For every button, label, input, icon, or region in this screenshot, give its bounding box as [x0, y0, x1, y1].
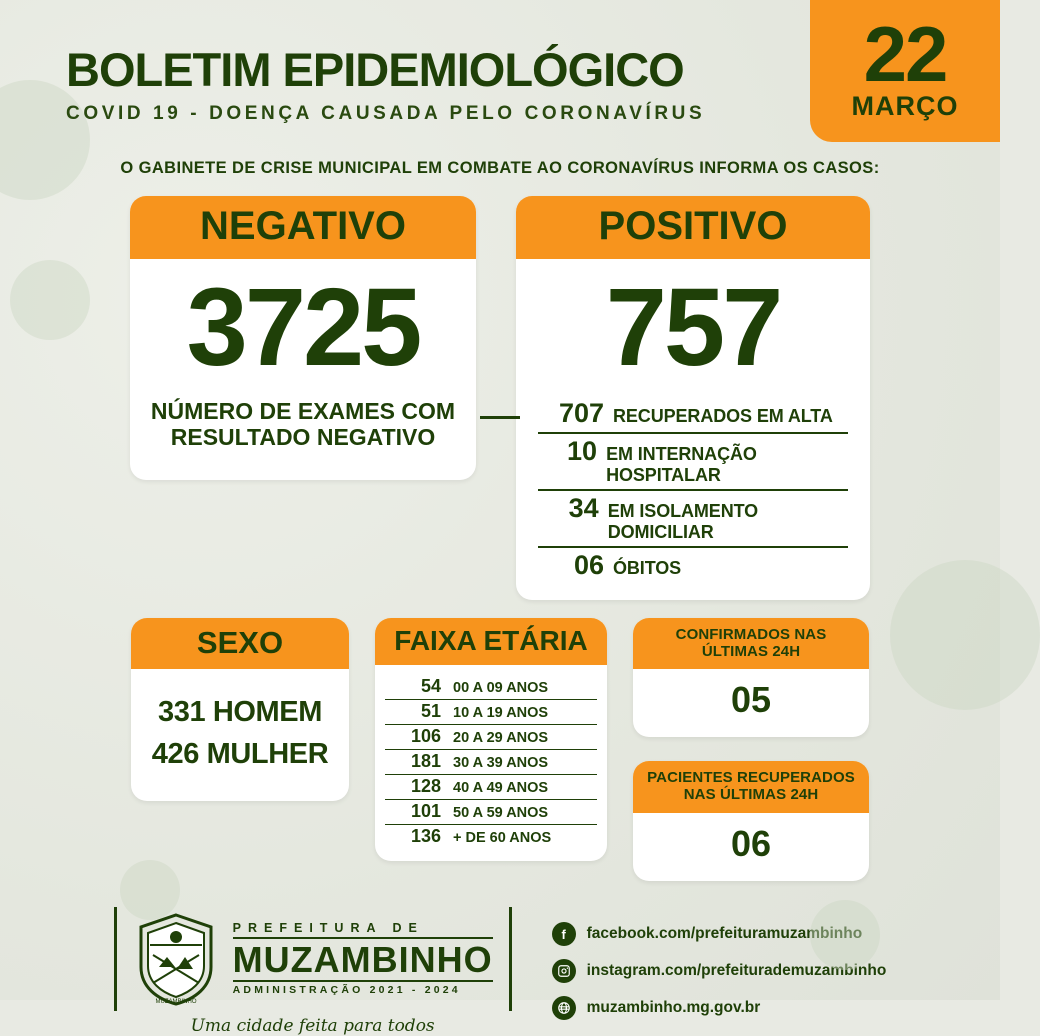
- lead-text: O GABINETE DE CRISE MUNICIPAL EM COMBATE AO CORONAVÍRUS INFORMA OS CASOS:: [120, 159, 880, 177]
- faixa-number: 54: [420, 675, 441, 696]
- faixa-number: 51: [420, 700, 441, 721]
- confirmados-24h-header-line1: CONFIRMADOS NAS: [675, 625, 827, 643]
- prefeitura-logo: [114, 907, 512, 1011]
- faixa-etaria-header: FAIXA ETÁRIA: [375, 618, 607, 665]
- faixa-row: [385, 825, 597, 849]
- contact-website[interactable]: [552, 996, 887, 1020]
- right-mini-cards: [633, 618, 869, 881]
- breakdown-label: ÓBITOS: [613, 557, 682, 578]
- date-day: 22: [863, 10, 947, 99]
- faixa-number: 136: [410, 825, 441, 846]
- negative-caption-line1: NÚMERO DE EXAMES COM: [150, 397, 456, 424]
- faixa-label: 50 A 59 ANOS: [453, 804, 549, 821]
- negative-caption-line2: RESULTADO NEGATIVO: [170, 423, 436, 450]
- logo-prefeitura: PREFEITURA DE: [233, 921, 493, 939]
- breakdown-row: [538, 434, 848, 491]
- breakdown-row: [538, 548, 848, 584]
- breakdown-number: 707: [558, 397, 604, 428]
- date-month: MARÇO: [851, 90, 959, 121]
- recuperados-24h-header-line1: PACIENTES RECUPERADOS: [647, 769, 855, 786]
- main-cards: [0, 196, 1000, 600]
- recuperados-24h-header-line2: NAS ÚLTIMAS 24H: [683, 786, 819, 804]
- faixa-label: + DE 60 ANOS: [453, 829, 552, 846]
- connector-line: [480, 416, 520, 419]
- faixa-row: [385, 750, 597, 775]
- faixa-label: 20 A 29 ANOS: [453, 729, 549, 746]
- header: [0, 0, 1000, 178]
- instagram-icon: [552, 959, 576, 983]
- faixa-label: 10 A 19 ANOS: [453, 704, 549, 721]
- sexo-card: [131, 618, 349, 801]
- faixa-label: 30 A 39 ANOS: [453, 754, 549, 771]
- sexo-line-homem: 331 HOMEM: [158, 695, 322, 728]
- positive-card: [516, 196, 870, 600]
- confirmados-24h-header: [633, 618, 869, 670]
- negative-caption: [130, 392, 476, 481]
- faixa-number: 181: [410, 750, 441, 771]
- breakdown-number: 06: [573, 549, 604, 580]
- breakdown-label: EM ISOLAMENTO DOMICILIAR: [607, 500, 759, 542]
- breakdown-label: RECUPERADOS EM ALTA: [613, 405, 833, 426]
- faixa-etaria-card: [375, 618, 607, 861]
- facebook-icon: f: [552, 922, 576, 946]
- faixa-number: 101: [410, 800, 441, 821]
- confirmados-24h-header-line2: ÚLTIMAS 24H: [701, 642, 801, 660]
- globe-icon: [552, 996, 576, 1020]
- decorative-virus-blob: [810, 900, 880, 970]
- faixa-label: 40 A 49 ANOS: [453, 779, 549, 796]
- sexo-line-mulher: 426 MULHER: [151, 737, 329, 770]
- positive-value: 757: [605, 266, 781, 389]
- logo-city: MUZAMBINHO: [232, 939, 493, 981]
- breakdown-number: 10: [567, 435, 598, 466]
- contact-instagram-text: instagram.com/prefeiturademuzambinho: [586, 962, 887, 979]
- breakdown-row: [538, 396, 848, 434]
- coat-of-arms-icon: [133, 911, 219, 1007]
- breakdown-row: [538, 491, 848, 548]
- svg-text:MUZAMBINHO: MUZAMBINHO: [155, 998, 197, 1005]
- logo-group: [114, 907, 512, 1036]
- faixa-row: [385, 775, 597, 800]
- faixa-etaria-body: [375, 665, 607, 861]
- page-title: BOLETIM EPIDEMIOLÓGICO: [66, 43, 684, 96]
- faixa-row: [385, 800, 597, 825]
- confirmados-24h-card: [633, 618, 869, 738]
- confirmados-24h-value: 05: [730, 679, 772, 720]
- recuperados-24h-header: [633, 761, 869, 813]
- lower-section: [0, 618, 1000, 881]
- faixa-row: [385, 700, 597, 725]
- faixa-row: [385, 675, 597, 700]
- faixa-row: [385, 725, 597, 750]
- logo-slogan: Uma cidade feita para todos: [190, 1015, 435, 1036]
- contact-facebook-text: facebook.com/prefeituramuzambinho: [586, 925, 863, 942]
- positive-breakdown-list: [516, 392, 870, 600]
- page-subtitle: COVID 19 - DOENÇA CAUSADA PELO CORONAVÍRUS: [66, 103, 706, 124]
- negative-card-header: NEGATIVO: [130, 196, 476, 259]
- positive-card-header: POSITIVO: [516, 196, 870, 259]
- faixa-label: 00 A 09 ANOS: [453, 679, 549, 696]
- breakdown-number: 34: [568, 492, 599, 523]
- negative-value: 3725: [186, 266, 420, 389]
- contact-website-text: muzambinho.mg.gov.br: [586, 999, 761, 1016]
- sexo-card-header: SEXO: [131, 618, 349, 669]
- negative-card: [130, 196, 476, 480]
- recuperados-24h-card: [633, 761, 869, 881]
- breakdown-label: EM INTERNAÇÃO HOSPITALAR: [606, 443, 757, 485]
- date-badge: [810, 0, 1000, 142]
- recuperados-24h-value: 06: [730, 822, 772, 864]
- faixa-number: 128: [410, 775, 441, 796]
- logo-administracao: ADMINISTRAÇÃO 2021 - 2024: [233, 980, 493, 996]
- faixa-number: 106: [410, 725, 441, 746]
- logo-text: [233, 921, 493, 996]
- sexo-body: [131, 669, 349, 801]
